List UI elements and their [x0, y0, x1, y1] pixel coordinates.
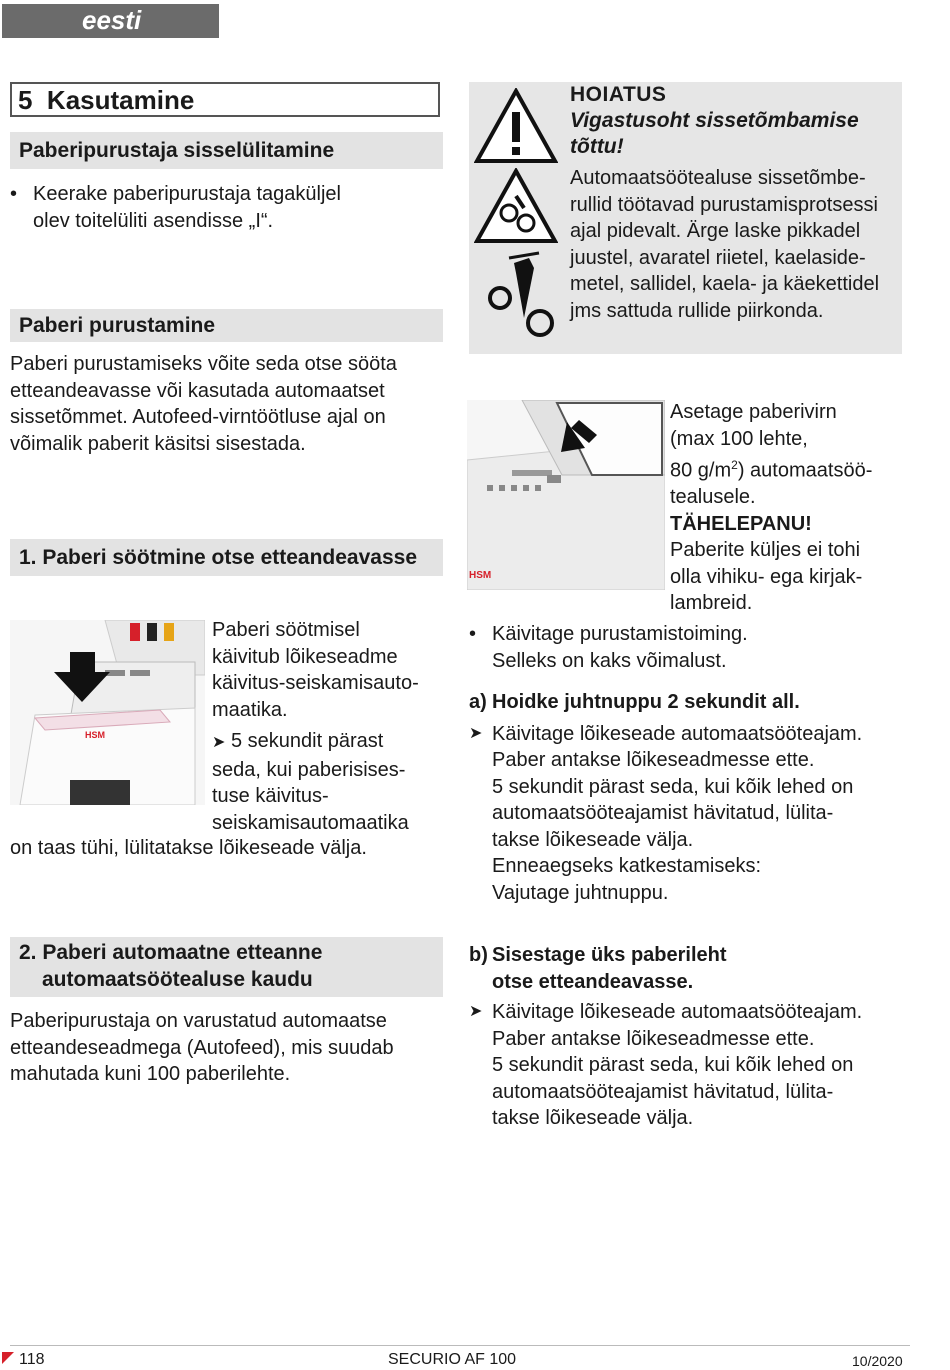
footer-date: 10/2020 [852, 1353, 903, 1369]
shredder-autofeed-illustration [467, 400, 665, 590]
option-a-label: a) [469, 691, 487, 713]
brand-logo-text: HSM [469, 570, 492, 581]
footer-model: SECURIO AF 100 [388, 1351, 517, 1368]
section-heading-power-on: Paberipurustaja sisselülitamine [10, 132, 443, 169]
shredding-paragraph: Paberi purustamiseks võite seda otse sööta etteandeavasse või kasutada automaatset sissetõmmet. Autofeed-virntöötluse ajal on võimalik paberit käsitsi sisestada. [10, 353, 397, 455]
footer-page-marker [2, 1352, 14, 1364]
hand-entanglement-icon [474, 168, 558, 244]
arrow-marker-icon: ➤ [212, 734, 226, 751]
section-heading-direct-feed: 1. Paberi söötmine otse etteandeavasse [10, 539, 443, 576]
section-heading-autofeed: 2. Paberi automaatne etteanne automaatsöötealuse kaudu [10, 937, 443, 997]
direct-feed-text: Paberi söötmisel käivitub lõikeseadme käivitus-seiskamisauto- maatika. ➤ 5 sekundit pärast seda, kui paberisises- tuse käivitus- seiskamisautomaatika [212, 619, 419, 834]
bullet-glyph: • [10, 183, 18, 205]
chapter-title: Kasutamine [46, 85, 195, 115]
chapter-number: 5 [18, 85, 33, 115]
chapter-heading [10, 82, 440, 117]
language-tab [2, 4, 219, 38]
arrow-marker-icon: ➤ [469, 724, 483, 742]
warning-label: HOIATUS [570, 83, 667, 106]
clothing-entanglement-icon [484, 248, 564, 348]
language-label: eesti [82, 5, 142, 35]
direct-feed-text-end: on taas tühi, lülitatakse lõikeseade välja. [10, 837, 367, 859]
section-heading-shredding: Paberi purustamine [10, 309, 443, 342]
option-b-label: b) [469, 944, 488, 966]
warning-body: Automaatsöötealuse sissetõmbe- rullid töötavad purustamisprotsessi ajal pidevalt. Ärge laske pikkadel juustel, avaratel riietel, kaelaside- metel, sallidel, kaela- ja käekettidel jms sattuda rullide piirkonda. [570, 167, 880, 322]
brand-logo-text: HSM [85, 730, 105, 740]
option-b: b) Sisestage üks paberileht otse etteandeavasse. ➤ Käivitage lõikeseade automaatsööteajam. Paber antakse lõikeseadmesse ette. 5 sekundit pärast seda, kui kõik lehed on automaatsööteajamist hävitatud, lülita- takse lõikeseade välja. [469, 942, 914, 1132]
attention-label: TÄHELEPANU! [670, 512, 812, 535]
option-b-title-l1: Sisestage üks paberileht [492, 944, 727, 966]
arrow-marker-icon: ➤ [469, 1003, 483, 1020]
bullet-glyph: • [469, 623, 477, 645]
footer-divider [10, 1345, 910, 1346]
option-a: a) Hoidke juhtnuppu 2 sekundit all. ➤ Käivitage lõikeseade automaatsööteajam. Paber antakse lõikeseadmesse ette. 5 sekundit pärast seda, kui kõik lehed on automaatsööteajamist hävitatud, lülita- takse lõikeseade välja. Enneaegseks katkestamiseks: Vajutage juhtnuppu. [469, 691, 863, 904]
footer-page-number: 118 [19, 1351, 45, 1368]
autofeed-instruction: Asetage paberivirn (max 100 lehte, 80 $g/m^2$) automaatsöö- tealusele. TÄHELEPANU! Paberite küljes ei tohi olla vihiku- ega kirjak- lambreid. [670, 399, 910, 617]
autofeed-paragraph: Paberipurustaja on varustatud automaatse etteandeseadmega (Autofeed), mis suudab mahutada kuni 100 paberilehte. [10, 1010, 394, 1085]
option-b-title-l2: otse etteandeavasse. [492, 970, 694, 993]
start-shredding-bullet: • Käivitage purustamistoiming. Selleks on kaks võimalust. [469, 623, 748, 672]
shredder-direct-feed-illustration [10, 620, 205, 805]
option-a-title: Hoidke juhtnuppu 2 sekundit all. [492, 691, 800, 713]
power-on-bullet: • Keerake paberipurustaja tagaküljel olev toitelüliti asendisse „I“. [10, 183, 341, 232]
warning-box: HOIATUS Vigastusoht sissetõmbamise tõttu! Automaatsöötealuse sissetõmbe- rullid töötavad purustamisprotsessi ajal pidevalt. Ärge laske pikkadel juustel, avaratel riietel, kaelaside- metel, sallidel, kaela- ja käekettidel jms sattuda rullide piirkonda. [469, 82, 902, 354]
warning-triangle-icon [474, 88, 558, 164]
